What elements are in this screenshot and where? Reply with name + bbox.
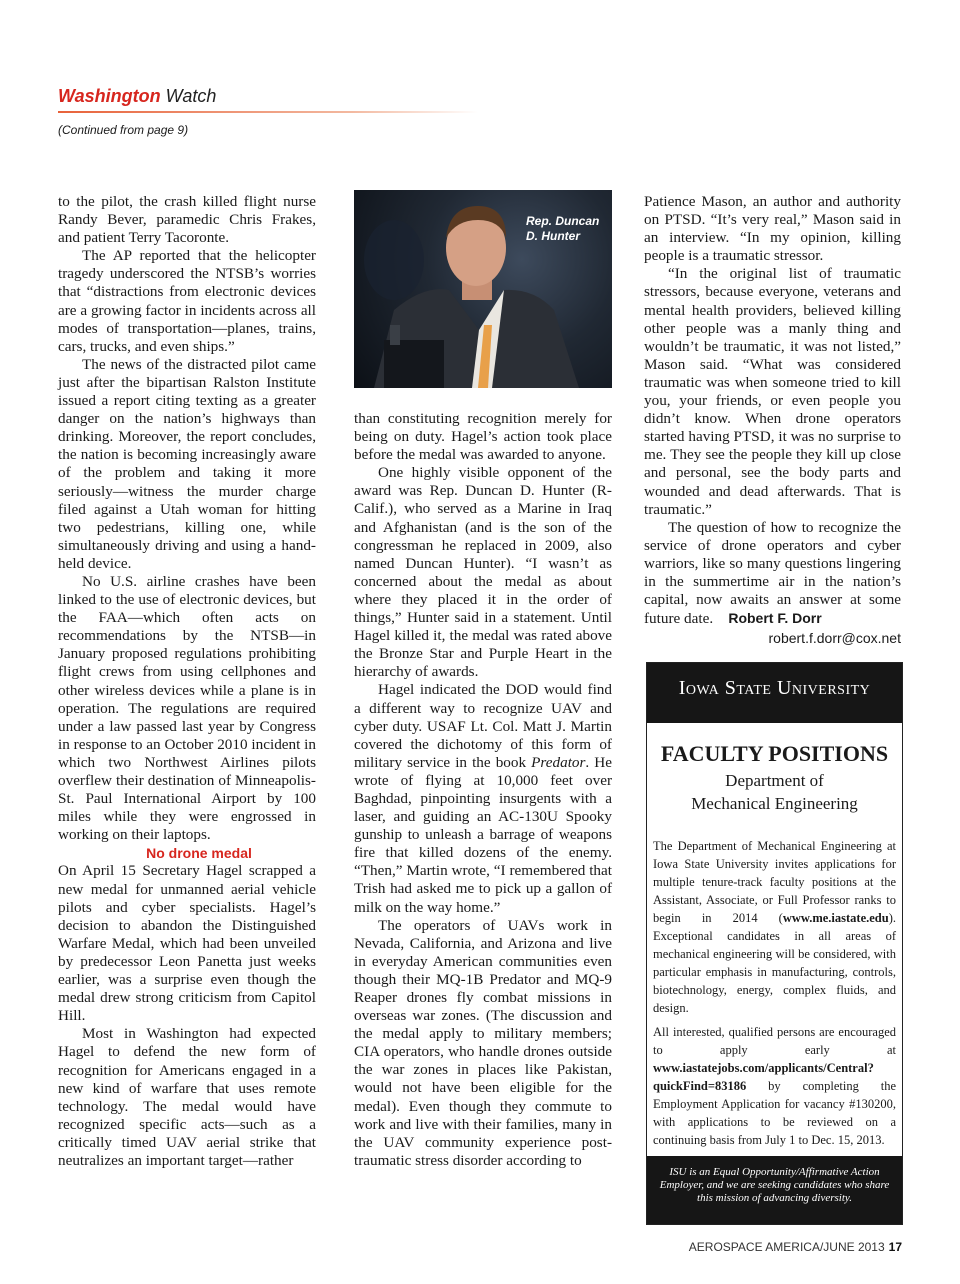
paragraph: Patience Mason, an author and authority on PTSD. “It’s very real,” Mason said in an interview. “In my opinion, killing people is a traumatic stressor. bbox=[644, 193, 901, 265]
header-rule bbox=[58, 111, 478, 113]
column-2 bbox=[354, 410, 612, 1170]
paragraph: On April 15 Secretary Hagel scrapped a new medal for unmanned aerial vehicle pilots and cyber specialists. Hagel’s decision to abandon the Distinguished Warfare Medal, which had been unveiled by predecessor Leon Panetta just weeks earlier, was a surprise even though the medal drew strong criticism from Capitol Hill. bbox=[58, 862, 316, 1025]
paragraph-text: . He wrote of flying at 10,000 feet over Baghdad, pinpointing insurgents with a laser, and guiding an AC-130U Spooky gunship to unleash a barrage of weapons fire that killed dozens of the enemy. “Then,” Martin wrote, “I remembered that Trish had asked me to pick up a gallon of milk on the way home.” bbox=[354, 753, 612, 916]
publication-name: AEROSPACE AMERICA/JUNE 2013 bbox=[688, 1240, 885, 1254]
paragraph: The news of the distracted pilot came just after the bipartisan Ralston Institute issued a report citing texting as a greater danger on the nation’s highways than drinking. Moreover, the report concludes, the nation is becoming increasingly aware of the problem and taking it more seriously—witness the murder charge filed against a Utah woman for hitting two pedestrians, killing one, while simultaneously driving and using a hand-held device. bbox=[58, 355, 316, 572]
university-name: Iowa State University bbox=[678, 677, 871, 699]
ad-department bbox=[647, 769, 902, 815]
ad-text: The Department of Mechanical Engineering at Iowa State University invites applications for multiple tenure-track faculty positions at the Assistant, Associate, or Full Professor ranks to begin in 2014 ( bbox=[653, 839, 896, 925]
ad-body bbox=[653, 837, 896, 1149]
caption-line-1: Rep. Duncan bbox=[526, 214, 600, 228]
ad-footer: ISU is an Equal Opportunity/Affirmative Action Employer, and we are seeking candidates who share this mission of advancing diversity. bbox=[647, 1156, 902, 1224]
paragraph: The AP reported that the helicopter tragedy underscored the NTSB’s worries that “distractions from electronic devices are a growing factor in incidents across all modes of transportation—planes, trains, cars, trucks, and even ships.” bbox=[58, 247, 316, 355]
subheading: No drone medal bbox=[146, 845, 252, 862]
paragraph-text: The question of how to recognize the service of drone operators and cyber warriors, like so many questions lingering in the summertime air in the nation’s capital, now awaits an answer at some future date. bbox=[644, 518, 901, 628]
section-title-rest: Watch bbox=[165, 86, 217, 106]
section-title-accent: Washington bbox=[58, 86, 161, 106]
ad-text: by completing the Employment Application for vacancy #130200, with applications to be reviewed on a continuing basis from July 1 to Dec. 15, 2013. bbox=[653, 1079, 896, 1147]
paragraph: than constituting recognition merely for being on duty. Hagel’s action took place before the medal was awarded to anyone. bbox=[354, 410, 612, 464]
book-title: Predator bbox=[531, 753, 586, 771]
ad-title: FACULTY POSITIONS bbox=[660, 741, 889, 766]
department-line-1: Department of bbox=[725, 771, 824, 790]
author-email[interactable]: robert.f.dorr@cox.net bbox=[768, 630, 901, 647]
department-url[interactable]: www.me.iastate.edu bbox=[782, 911, 889, 925]
paragraph: The operators of UAVs work in Nevada, California, and Arizona and live in everyday American communities even though their MQ-1B Predator and MQ-9 Reaper drones fly combat missions in overseas war zones. (The discussion and the medal apply to military members; CIA operators, who handle drones outside the war zones in places like Pakistan, would not have been eligible for the medal). Even though they commute to work and live with their families, many in the UAV community experience post-traumatic stress disorder according to bbox=[354, 916, 612, 1169]
department-line-2: Mechanical Engineering bbox=[691, 794, 858, 813]
ad-text: All interested, qualified persons are encouraged to apply early at bbox=[653, 1025, 896, 1057]
page-number: 17 bbox=[888, 1240, 902, 1254]
continued-note: (Continued from page 9) bbox=[58, 123, 189, 137]
paragraph: to the pilot, the crash killed flight nurse Randy Bever, paramedic Chris Frakes, and patient Terry Tacoronte. bbox=[58, 193, 316, 247]
caption-line-2: D. Hunter bbox=[526, 229, 580, 243]
ad-paragraph bbox=[653, 1023, 896, 1149]
photo-duncan-hunter bbox=[354, 190, 612, 388]
paragraph: No U.S. airline crashes have been linked to the use of electronic devices, but the FAA—which often acts on recommendations by the NTSB—in January proposed regulations prohibiting flight crews from using cellphones and other wireless devices while a plane is in operation. The regulations are required under a law passed last year by Congress in response to an October 2010 incident in which two Northwest Airlines pilots overflew their destination of Minneapolis-St. Paul International Airport by 100 miles while they were engrossed in working on their laptops. bbox=[58, 572, 316, 844]
paragraph: One highly visible opponent of the award was Rep. Duncan D. Hunter (R-Calif.), who served as a Marine in Iraq and Afghanistan (and is the son of the congressman he replaced in 2009, also named Duncan Hunter). “I wasn’t as concerned about the medal as about where they placed it in the order of things,” Hunter said in a statement. Until Hagel killed it, the medal was rated above the Bronze Star and Purple Heart in the hierarchy of awards. bbox=[354, 464, 612, 681]
paragraph bbox=[644, 519, 901, 629]
section-header bbox=[58, 86, 478, 137]
photo-caption bbox=[526, 214, 606, 244]
paragraph-text: Hagel indicated the DOD would find a different way to recognize UAV and cyber duty. USAF Lt. Col. Matt J. Martin covered the dichotomy of this form of military service in the book bbox=[354, 681, 612, 771]
ad-header bbox=[647, 663, 902, 723]
author-name: Robert F. Dorr bbox=[728, 610, 822, 627]
job-advertisement bbox=[646, 662, 903, 1225]
paragraph: “In the original list of traumatic stressors, because everyone, veterans and mental health providers, believed killing other people was a manly thing and wouldn’t be traumatic, it was not listed,” Mason said. “What was considered traumatic was when someone tried to kill you, your friends, or even people you didn’t know. When drone operators started having PTSD, it was no surprise to me. They see the people they kill up close and personal, see the body parts and wounded and dead afterwards. That is traumatic.” bbox=[644, 265, 901, 518]
ad-paragraph bbox=[653, 837, 896, 1017]
column-3 bbox=[644, 193, 901, 647]
paragraph: Most in Washington had expected Hagel to defend the new form of recognition for Americans engaged in a new kind of warfare that uses remote technology. The medal would have recognized specific acts—such as a critically timed UAV aerial strike that neutralizes an important target—rather bbox=[58, 1025, 316, 1169]
ad-text: ). Exceptional candidates in all areas of mechanical engineering will be considered, with particular emphasis in manufacturing, controls, biotechnology, energy, complex fluids, and design. bbox=[653, 911, 896, 1015]
application-url[interactable]: www.iastatejobs.com/applicants/Central?quickFind=83186 bbox=[653, 1061, 874, 1093]
page-footer bbox=[689, 1240, 902, 1254]
section-title bbox=[58, 86, 478, 107]
column-1 bbox=[58, 193, 316, 1170]
paragraph bbox=[354, 681, 612, 916]
